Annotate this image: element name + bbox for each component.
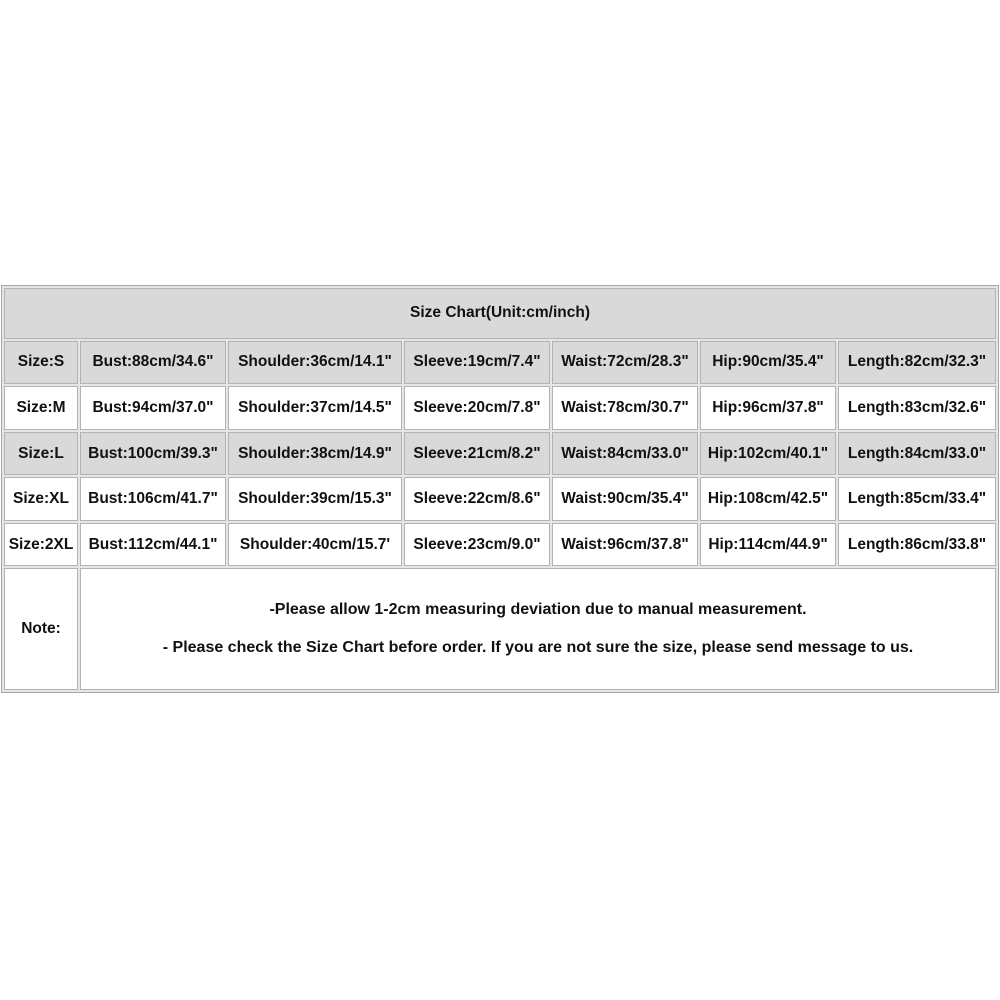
shoulder-cell: Shoulder:40cm/15.7': [228, 523, 402, 567]
size-cell: Size:S: [4, 341, 78, 385]
hip-cell: Hip:102cm/40.1": [700, 432, 836, 476]
sleeve-cell: Sleeve:21cm/8.2": [404, 432, 550, 476]
length-cell: Length:85cm/33.4": [838, 477, 996, 521]
size-cell: Size:L: [4, 432, 78, 476]
bust-cell: Bust:112cm/44.1": [80, 523, 226, 567]
chart-title: Size Chart(Unit:cm/inch): [4, 288, 996, 339]
note-line-deviation: -Please allow 1-2cm measuring deviation due to manual measurement.: [269, 601, 807, 619]
table-row: [4, 432, 996, 476]
sleeve-cell: Sleeve:20cm/7.8": [404, 386, 550, 430]
bust-cell: Bust:94cm/37.0": [80, 386, 226, 430]
note-row: [4, 568, 996, 690]
length-cell: Length:82cm/32.3": [838, 341, 996, 385]
length-cell: Length:84cm/33.0": [838, 432, 996, 476]
length-cell: Length:83cm/32.6": [838, 386, 996, 430]
waist-cell: Waist:72cm/28.3": [552, 341, 698, 385]
size-cell: Size:2XL: [4, 523, 78, 567]
shoulder-cell: Shoulder:39cm/15.3": [228, 477, 402, 521]
sleeve-cell: Sleeve:22cm/8.6": [404, 477, 550, 521]
bust-cell: Bust:106cm/41.7": [80, 477, 226, 521]
bust-cell: Bust:100cm/39.3": [80, 432, 226, 476]
table-row: [4, 523, 996, 567]
size-chart-table: [1, 285, 999, 693]
note-content: [80, 568, 996, 690]
table-row: [4, 341, 996, 385]
title-row: [4, 288, 996, 339]
shoulder-cell: Shoulder:37cm/14.5": [228, 386, 402, 430]
hip-cell: Hip:90cm/35.4": [700, 341, 836, 385]
sleeve-cell: Sleeve:23cm/9.0": [404, 523, 550, 567]
size-cell: Size:M: [4, 386, 78, 430]
hip-cell: Hip:96cm/37.8": [700, 386, 836, 430]
waist-cell: Waist:96cm/37.8": [552, 523, 698, 567]
note-line-check-size: - Please check the Size Chart before order. If you are not sure the size, please send message to us.: [162, 639, 914, 657]
note-label: Note:: [4, 568, 78, 690]
size-cell: Size:XL: [4, 477, 78, 521]
table-row: [4, 477, 996, 521]
bust-cell: Bust:88cm/34.6": [80, 341, 226, 385]
waist-cell: Waist:90cm/35.4": [552, 477, 698, 521]
sleeve-cell: Sleeve:19cm/7.4": [404, 341, 550, 385]
hip-cell: Hip:108cm/42.5": [700, 477, 836, 521]
waist-cell: Waist:78cm/30.7": [552, 386, 698, 430]
shoulder-cell: Shoulder:38cm/14.9": [228, 432, 402, 476]
hip-cell: Hip:114cm/44.9": [700, 523, 836, 567]
table-row: [4, 386, 996, 430]
shoulder-cell: Shoulder:36cm/14.1": [228, 341, 402, 385]
waist-cell: Waist:84cm/33.0": [552, 432, 698, 476]
length-cell: Length:86cm/33.8": [838, 523, 996, 567]
